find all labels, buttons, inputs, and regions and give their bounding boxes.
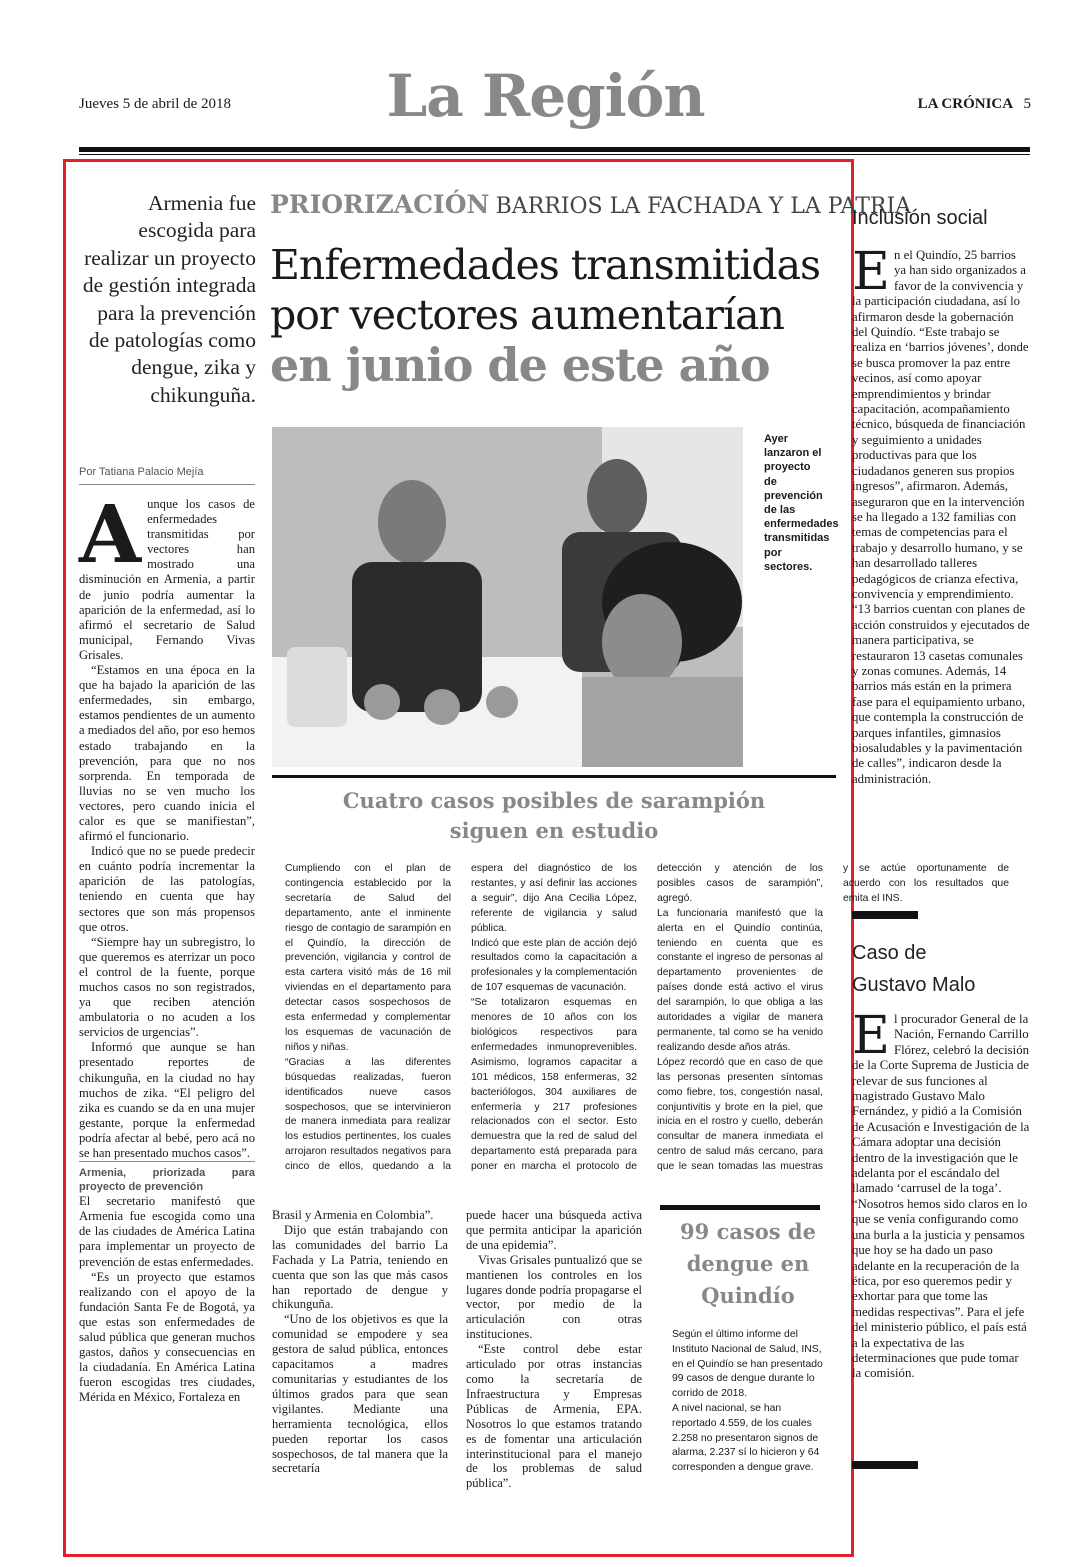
box-paragraph: López recordó que en caso de que las personas presenten síntomas como fiebre, tos, congestión nasal, conjuntivitis y brote en la piel, que inicia en el rostro y cuello, deberán consultar de manera inmediata el centro de salud más cercano, para que le sean tomadas las muestras y se actúe oportunamente de acuerdo con los resultados que emita el INS. xyxy=(657,863,1009,1173)
headline-line: por vectores aumentarían xyxy=(270,291,784,339)
sidebar-text-inclusion xyxy=(852,242,1030,898)
headline-line: Enfermedades transmitidas xyxy=(270,241,821,289)
sidebar-body: l procurador General de la Nación, Fernando Carrillo Flórez, celebró la decisión de la Corte Suprema de Justicia de relevar de sus funciones al magistrado Gustavo Malo Fernández, y pidió a la Comisión de Acusación e Investigación de la Cámara adoptar una decisión dentro de la investigación que le adelanta por el escándalo del llamado ‘carrusel de la toga’. “Nosotros hemos sido claros en lo que se venía configurando como una burla a la justicia y pensamos que hoy se ha dado un paso adelante en la recuperación de la ética, por eso queremos pedir y exhortar para que tome las medidas respectivas”. Para el jefe del ministerio público, el país está a la expectativa de las determinaciones que pude tomar la comisión. xyxy=(852,1012,1030,1381)
subheading: Armenia, priorizada para proyecto de prevención xyxy=(79,1161,255,1194)
photo-illustration xyxy=(272,427,743,767)
publication-label: LA CRÓNICA xyxy=(917,96,1013,112)
sidebar-body: n el Quindío, 25 barrios ya han sido organizados a favor de la convivencia y la participación ciudadana, así lo afirmaron desde la gobernación del Quindío. “Este trabajo se realiza en ‘barrios jóvenes’, donde se busca promover la paz entre vecinos, así como apoyar emprendimientos y brindar capacitación, acompañamiento técnico, búsqueda de financiación y seguimiento a unidades productivas para que los ciudadanos generen sus propios ingresos”, afirmaron. Además, aseguraron que en la intervención se ha llegado a 132 familias con temas de competencias para el trabajo y desarrollo humano, y se han desarrollado talleres pedagógicos de crianza efectiva, convivencia y emprendimiento. “13 barrios cuentan con planes de acción construidos y ejecutados de manera participativa, se restauraron 13 casetas comunales y zonas comunes. Además, 14 barrios más están en la primera fase para el equipamiento urbano, que contempla la construcción de parques infantiles, gimnasios biosaludables y la pavimentación de calles”, indicaron desde la administración. xyxy=(852,248,1030,786)
box-paragraph: Indicó que este plan de acción dejó resultados como la capacitación a profesionales y la complementación de 107 esquemas de vacunación. xyxy=(471,937,637,994)
box-paragraph: Cumpliendo con el plan de contingencia establecido por la secretaría de Salud del departamento, ante el inminente riesgo de contagio de sarampión en el Quindío, la dirección de prevención, vigilancia y control de esta cartera visitó más de 16 mil viviendas en el departamento para detectar casos sospechosos de esta enfermedad y complementar los esquemas de vacunación de niños y niñas. xyxy=(285,863,451,1053)
sidebar-paragraph xyxy=(852,1006,1030,1382)
drop-cap: E xyxy=(852,1006,890,1066)
sidebar-text-malo xyxy=(852,1006,1030,1452)
sidebar-title-line: Gustavo Malo xyxy=(852,974,976,996)
kicker xyxy=(270,190,911,220)
sidebar-divider xyxy=(852,911,918,919)
publication-name xyxy=(918,96,1031,113)
box-paragraph: “Se totalizaron esquemas en menores de 10 años con los biológicos respectivos para enfermedades inmunoprevenibles. Asimismo, logramos capacitar a 101 médicos, 158 enfermeras, 32 bacteriólogos, 304 auxiliares de enfermería y 217 profesiones relacionados con el sector. Esto demuestra que la red de salud del departamento está preparada para poner en marcha el protocolo de detección y atención de los posibles casos de sarampión”, agregó. xyxy=(471,863,823,1173)
dengue-title-line: dengue en xyxy=(686,1251,810,1276)
page-number: 5 xyxy=(1023,96,1031,112)
lead-text: unque los casos de enfermedades transmitidas por vectores han mostrado una disminución en Armenia, a partir de junio podría aumentar la aparición de la enfermedad, así lo afirmó el secretario de Salud municipal, Fernando Vivas Grisales. xyxy=(79,497,255,662)
headline-line-emphasis: en junio de este año xyxy=(270,338,770,392)
dengue-title-line: Quindío xyxy=(701,1283,795,1308)
box-rule xyxy=(272,775,836,778)
paragraph: El secretario manifestó que Armenia fue escogida como una de las ciudades de América Latina para implementar un proyecto de prevención de estas enfermedades. xyxy=(79,1194,255,1269)
header-rule-thin xyxy=(79,154,1030,155)
paragraph: “Es un proyecto que estamos realizando con el apoyo de la fundación Santa Fe de Bogotá, ya que estas son enfermedades de salud pública que generan muchos gastos, daños y consecuencias en la ciudadanía. En América Latina fueron escogidas tres ciudades, Mérida en México, Fortaleza en xyxy=(79,1269,255,1405)
issue-date: Jueves 5 de abril de 2018 xyxy=(79,96,232,112)
paragraph: “Siempre hay un subregistro, lo que queremos es aterrizar un poco el control de la fuente, porque muchos casos no son registrados, ya que reciben atención ambulatoria o no acuden a los servicios de urgencias”. xyxy=(79,934,255,1040)
sidebar-paragraph xyxy=(852,242,1030,787)
paragraph: “Este control debe estar articulado por otras instancias como la secretaría de Infraestructura y Empresas Públicas de Armenia, EPA. Nosotros lo que estamos tratando es de fomentar una articulación interinstitucional para el manejo de los problemas de salud pública”. xyxy=(466,1342,642,1491)
box-paragraph: “Gracias a las diferentes búsquedas realizadas, fueron identificados nueve casos sospechosos, que se intervinieron de manera inmediata para realizar los estudios pertinentes, los cuales arrojaron resultados negativos para cinco de ellos, quedando a la espera del diagnóstico de los restantes, y así definir las acciones a seguir”, dijo Ana Cecilia López, referente de vigilancia y salud pública. xyxy=(285,863,637,1173)
kicker-rest: BARRIOS LA FACHADA Y LA PATRIA xyxy=(495,194,912,219)
box-title-line: Cuatro casos posibles de sarampión xyxy=(342,788,766,813)
photo-caption: Ayer lanzaron el proyecto de prevención de las enfermedades transmitidas por sectores. xyxy=(764,433,839,573)
byline: Por Tatiana Palacio Mejía xyxy=(79,466,255,485)
dengue-body xyxy=(672,1328,828,1476)
dengue-paragraph: Según el último informe del Instituto Nacional de Salud, INS, en el Quindío se han presentado 99 casos de dengue durante lo corrido de 2018. xyxy=(672,1329,823,1400)
header-rule xyxy=(79,147,1030,152)
paragraph: Vivas Grisales puntualizó que se mantienen los controles en los lugares donde podría propagarse el vector, por medio de la articulación con otras instituciones. xyxy=(466,1252,642,1342)
paragraph: Dijo que están trabajando con las comunidades del barrio La Fachada y La Patria, teniendo en cuenta que son las que más casos han reportado de dengue y chikunguña. xyxy=(272,1222,448,1312)
paragraph: Brasil y Armenia en Colombia”. xyxy=(272,1208,434,1222)
section-title: La Región xyxy=(386,62,705,130)
paragraph: “Uno de los objetivos es que la comunidad se empodere y sea gestora de salud pública, entonces capacitamos a madres comunitarias y estudiantes de los últimos grados para que sean vigilantes. Mediante una herramienta tecnológica, ellos pueden reportar los casos sospechosos, de tal manera que la secretaría xyxy=(272,1312,448,1476)
headline xyxy=(270,240,850,390)
paragraph: Informó que aunque se han presentado reportes de chikunguña, en la ciudad no hay muchos de zika. “El peligro del zika es cuando se da en una mujer gestante, porque la enfermedad podría afectar al bebé, pero acá no se han presentado muchos casos”. xyxy=(79,1040,255,1161)
drop-cap: A xyxy=(79,487,142,581)
sidebar-title-inclusion: Inclusión social xyxy=(852,207,988,229)
pull-quote: Armenia fue escogida para realizar un proyecto de gestión integrada para la prevención de patologías como dengue, zika y chikunguña. xyxy=(82,191,256,407)
article-continuation xyxy=(272,1208,642,1493)
box-title-line: siguen en estudio xyxy=(449,818,659,843)
box-title xyxy=(272,786,836,846)
paragraph: Indicó que no se puede predecir en cuánto podría incrementar la aparición de las patologías, teniendo en cuenta que hay sectores que son más propensos que otros. xyxy=(79,844,255,934)
paragraph: “Estamos en una época en la que ha bajado la aparición de las enfermedades, sin embargo, estamos pendientes de un aumento a mediados del año, por eso hemos estado trabajando en la prevención, para que no nos sorprenda. En temporada de lluvias no se ven mucho los vectores, pero cuando inicia el calor es que se manifiestan”, afirmó el funcionario. xyxy=(79,663,255,844)
sidebar-divider-bottom xyxy=(852,1461,918,1469)
article-column-1 xyxy=(79,487,255,1405)
dengue-title-line: 99 casos de xyxy=(680,1219,816,1244)
kicker-bold: PRIORIZACIÓN xyxy=(270,190,490,219)
dengue-paragraph: A nivel nacional, se han reportado 4.559, de los cuales 2.258 no presentaron signos de alarma, 2.237 sí lo hicieron y 64 corresponden a dengue grave. xyxy=(672,1402,820,1474)
paragraph: puede hacer una búsqueda activa que permita anticipar la aparición de una epidemia”. xyxy=(466,1208,642,1252)
news-photo xyxy=(272,427,743,767)
sidebar-title-malo xyxy=(852,937,975,1001)
sidebar-title-line: Caso de xyxy=(852,942,927,964)
drop-cap: E xyxy=(852,242,890,302)
dengue-title xyxy=(660,1216,836,1312)
box-paragraph: La funcionaria manifestó que la alerta en el Quindío continúa, teniendo en cuenta que es constante el ingreso de personas al departamento provenientes de países donde está activo el virus del sarampión, lo que obliga a las autoridades a vigilar de manera permanente, tal como se ha venido realizando desde años atrás. xyxy=(657,907,823,1053)
dengue-rule xyxy=(660,1205,820,1210)
lead-paragraph xyxy=(79,487,255,663)
